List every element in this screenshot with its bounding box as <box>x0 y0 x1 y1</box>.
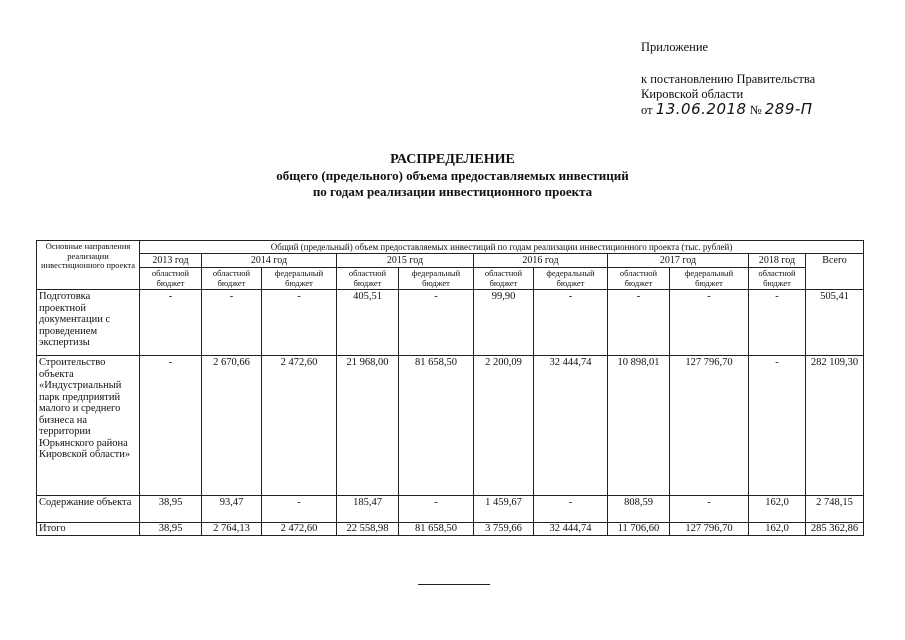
handwritten-date: 13.06.2018 <box>655 100 747 118</box>
cell-value: 162,0 <box>749 523 806 536</box>
header-total-volume: Общий (предельный) объем предоставляемых инвестиций по годам реализации инвестиционного проекта (тыс. рублей) <box>140 241 864 254</box>
cell-value: 81 658,50 <box>399 523 474 536</box>
table-row-total <box>37 523 864 536</box>
header-directions: Основные направления реализации инвестиционного проекта <box>37 241 140 290</box>
number-prefix: № <box>749 103 762 117</box>
header-2013-regional: областной бюджет <box>140 268 202 290</box>
cell-value: 22 558,98 <box>337 523 399 536</box>
cell-value: 3 759,66 <box>474 523 534 536</box>
header-2016-regional: областной бюджет <box>474 268 534 290</box>
cell-value: - <box>140 290 202 356</box>
cell-value: 127 796,70 <box>670 523 749 536</box>
cell-value: - <box>670 496 749 523</box>
cell-value: 1 459,67 <box>474 496 534 523</box>
header-2017-federal: федеральный бюджет <box>670 268 749 290</box>
header-year-2016: 2016 год <box>474 254 608 268</box>
cell-value: - <box>608 290 670 356</box>
footer-divider <box>418 584 490 585</box>
header-year-2018: 2018 год <box>749 254 806 268</box>
appendix-label: Приложение <box>641 40 709 54</box>
cell-value: - <box>749 356 806 496</box>
header-year-2014: 2014 год <box>202 254 337 268</box>
cell-value: - <box>399 290 474 356</box>
header-all: Всего <box>806 254 864 290</box>
cell-value: 11 706,60 <box>608 523 670 536</box>
cell-value: 38,95 <box>140 523 202 536</box>
title-main: РАСПРЕДЕЛЕНИЕ <box>390 152 515 167</box>
cell-value: 93,47 <box>202 496 262 523</box>
cell-value: 185,47 <box>337 496 399 523</box>
cell-value: 2 764,13 <box>202 523 262 536</box>
cell-value: 127 796,70 <box>670 356 749 496</box>
title-line-2: общего (предельного) объема предоставляемых инвестиций <box>276 168 629 183</box>
table-header-row-years <box>37 254 864 268</box>
row-name: Содержание объекта <box>37 496 140 523</box>
cell-value: 32 444,74 <box>534 356 608 496</box>
cell-value: 32 444,74 <box>534 523 608 536</box>
cell-value: 2 200,09 <box>474 356 534 496</box>
header-2014-regional: областной бюджет <box>202 268 262 290</box>
investment-table <box>36 240 864 536</box>
header-year-2013: 2013 год <box>140 254 202 268</box>
handwritten-number: 289-П <box>764 100 813 118</box>
cell-value: 2 670,66 <box>202 356 262 496</box>
cell-value: 2 472,60 <box>262 356 337 496</box>
cell-value: - <box>262 290 337 356</box>
cell-value: 162,0 <box>749 496 806 523</box>
cell-value: 405,51 <box>337 290 399 356</box>
cell-value: - <box>534 496 608 523</box>
table-header-row-1 <box>37 241 864 254</box>
cell-value: - <box>399 496 474 523</box>
table-header-row-budgets <box>37 268 864 290</box>
table-row <box>37 290 864 356</box>
cell-value: 38,95 <box>140 496 202 523</box>
cell-value: 505,41 <box>806 290 864 356</box>
header-year-2017: 2017 год <box>608 254 749 268</box>
cell-value: 81 658,50 <box>399 356 474 496</box>
appendix-resolution-line: к постановлению Правительства <box>641 72 816 86</box>
document-title <box>0 152 905 200</box>
cell-value: - <box>262 496 337 523</box>
cell-value: - <box>202 290 262 356</box>
cell-value: 808,59 <box>608 496 670 523</box>
header-2015-regional: областной бюджет <box>337 268 399 290</box>
cell-value: 285 362,86 <box>806 523 864 536</box>
row-name: Строительство объекта «Индустриальный парк предприятий малого и среднего бизнеса на территории Юрьянского района Кировской области» <box>37 356 140 496</box>
appendix-date-line <box>641 102 815 118</box>
appendix-region-line: Кировской области <box>641 87 744 101</box>
appendix-header <box>641 40 815 118</box>
table-row <box>37 496 864 523</box>
row-name: Итого <box>37 523 140 536</box>
cell-value: - <box>140 356 202 496</box>
cell-value: 21 968,00 <box>337 356 399 496</box>
header-2018-regional: областной бюджет <box>749 268 806 290</box>
row-name: Подготовка проектной документации с проведением экспертизы <box>37 290 140 356</box>
cell-value: 282 109,30 <box>806 356 864 496</box>
cell-value: 99,90 <box>474 290 534 356</box>
cell-value: - <box>670 290 749 356</box>
cell-value: 2 748,15 <box>806 496 864 523</box>
header-year-2015: 2015 год <box>337 254 474 268</box>
header-2014-federal: федеральный бюджет <box>262 268 337 290</box>
header-2017-regional: областной бюджет <box>608 268 670 290</box>
cell-value: 10 898,01 <box>608 356 670 496</box>
header-2015-federal: федеральный бюджет <box>399 268 474 290</box>
table-row <box>37 356 864 496</box>
cell-value: - <box>749 290 806 356</box>
title-line-3: по годам реализации инвестиционного проекта <box>312 184 593 199</box>
cell-value: - <box>534 290 608 356</box>
header-2016-federal: федеральный бюджет <box>534 268 608 290</box>
date-prefix: от <box>641 103 653 117</box>
cell-value: 2 472,60 <box>262 523 337 536</box>
